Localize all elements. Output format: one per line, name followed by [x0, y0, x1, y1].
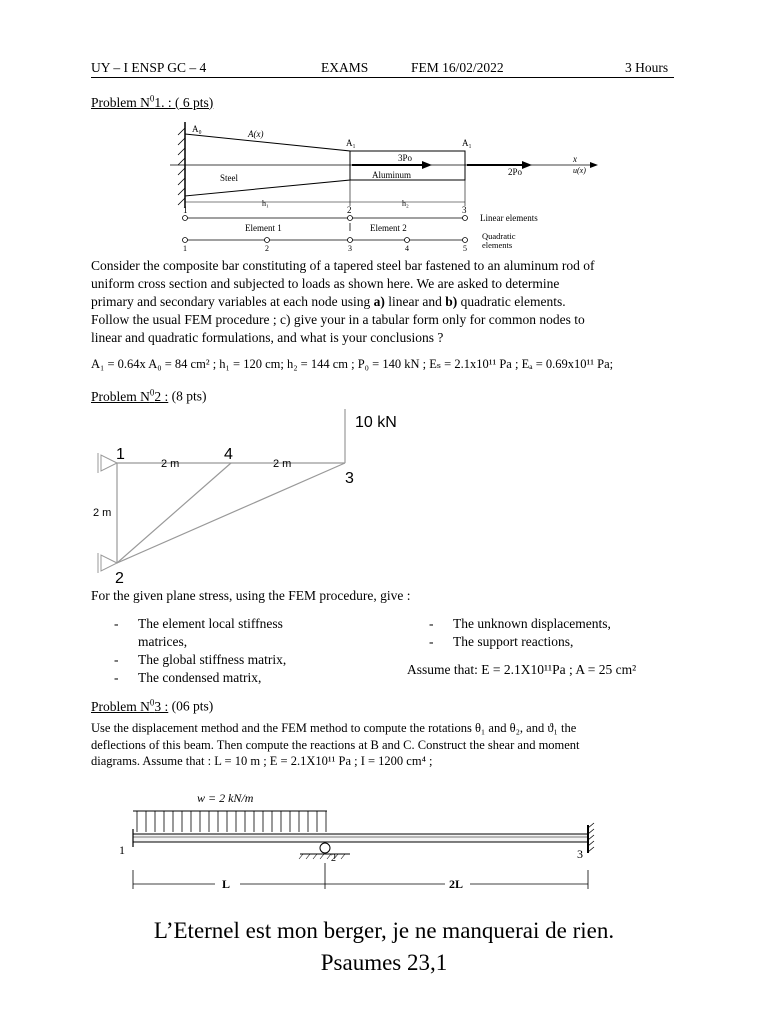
problem3-figure [115, 785, 605, 890]
svg-text:w = 2 kN/m: w = 2 kN/m [197, 791, 254, 805]
roller-support-icon [320, 843, 330, 853]
svg-text:5: 5 [463, 244, 467, 253]
svg-text:2 m: 2 m [273, 458, 292, 470]
problem2-left-list [114, 615, 344, 687]
svg-text:2: 2 [347, 205, 352, 215]
svg-text:3: 3 [577, 847, 583, 861]
svg-text:Quadratic: Quadratic [482, 231, 516, 241]
header-rule [91, 77, 674, 78]
svg-text:1: 1 [183, 205, 188, 215]
header-type: EXAMS [321, 60, 369, 75]
problem1-data: A₁ = 0.64x A₀ = 84 cm² ; h₁ = 120 cm; h₂ = 144 cm ; P₀ = 140 kN ; Eₛ = 2.1x10¹¹ Pa ; Eₐ = 0.69x10¹¹ Pa; [91, 357, 614, 371]
svg-text:Element 2: Element 2 [370, 223, 407, 233]
svg-text:Linear elements: Linear elements [480, 213, 538, 223]
svg-text:x: x [573, 154, 577, 164]
svg-text:3: 3 [348, 244, 352, 253]
problem3-title: Problem $N^03$ : (06 pts) [91, 697, 214, 714]
problem2-title: Problem $N^02$ : (8 pts) [91, 387, 207, 404]
header-subject: FEM 16/02/2022 [411, 60, 504, 75]
svg-text:4: 4 [224, 446, 233, 463]
arrow-3po-icon [422, 161, 432, 169]
svg-text:2: 2 [115, 570, 124, 587]
list-item: - The element local stiffness matrices, [114, 616, 283, 649]
pin-support-2-icon [101, 555, 117, 571]
svg-text:3: 3 [462, 205, 467, 215]
svg-text:Steel: Steel [220, 173, 238, 183]
svg-text:A₁: A₁ [462, 138, 472, 148]
problem2-intro: For the given plane stress, using the FEM procedure, give : [91, 588, 411, 603]
svg-text:elements: elements [482, 240, 513, 250]
svg-text:L: L [222, 877, 231, 890]
problem1-title: Problem $N^01$. : ( 6 pts) [91, 93, 214, 110]
list-item: - The global stiffness matrix, [114, 652, 287, 667]
svg-text:1: 1 [183, 244, 187, 253]
problem1-figure [170, 118, 610, 253]
list-item: - The support reactions, [429, 634, 574, 649]
quote-line-1: L’Eternel est mon berger, je ne manquerai de rien. [153, 918, 615, 943]
svg-text:h₁: h₁ [262, 199, 269, 208]
svg-text:2 m: 2 m [93, 507, 112, 519]
svg-text:Aluminum: Aluminum [372, 170, 412, 180]
svg-text:A₀: A₀ [192, 124, 202, 134]
header-duration: 3 Hours [625, 60, 669, 75]
svg-text:2: 2 [265, 244, 269, 253]
svg-text:10 kN: 10 kN [355, 414, 397, 431]
svg-text:1: 1 [116, 446, 125, 463]
svg-text:1: 1 [119, 843, 125, 857]
pin-support-1-icon [101, 455, 117, 471]
list-item: - The unknown displacements, [429, 616, 611, 631]
list-item: - The condensed matrix, [114, 670, 262, 685]
svg-text:2 m: 2 m [161, 458, 180, 470]
problem2-right-list [429, 615, 689, 651]
svg-text:h₂: h₂ [402, 199, 409, 208]
svg-text:u(x): u(x) [573, 166, 586, 175]
arrow-2po-icon [522, 161, 532, 169]
svg-text:4: 4 [405, 244, 409, 253]
header-course: UY – I ENSP GC – 4 [91, 60, 207, 75]
problem3-text: Use the displacement method and the FEM method to compute the rotations θ₁ and θ₂, and ϑ₁ the deflections of this beam. Then compute the reactions at B and C. Construct the shear and moment diagrams. Assume that : L = 10 m ; E = 2.1X10¹¹ Pa ; I = 1200 cm⁴ ; [91, 721, 580, 768]
problem2-figure [91, 405, 411, 587]
svg-text:3Po: 3Po [398, 153, 413, 163]
svg-text:A(x): A(x) [248, 129, 264, 139]
svg-text:3: 3 [345, 470, 354, 487]
svg-text:2Po: 2Po [508, 167, 523, 177]
svg-text:2: 2 [331, 853, 336, 864]
svg-text:Element 1: Element 1 [245, 223, 282, 233]
svg-text:A₁: A₁ [346, 138, 356, 148]
quote-line-2: Psaumes 23,1 [320, 950, 448, 975]
problem2-assume: Assume that: E = 2.1X10¹¹Pa ; A = 25 cm² [407, 662, 637, 677]
problem1-text: Consider the composite bar constituting of a tapered steel bar fastened to an aluminum rod of uniform cross section and subjected to loads as shown here. We are asked to determine primary and secondary variables at each node using a) linear and b) quadratic elements. Follow the usual FEM procedure ; c) give your in a tabular form only for common nodes to linear and quadratic formulations, and what is your conclusions ? [91, 258, 595, 345]
svg-text:2L: 2L [449, 877, 464, 890]
